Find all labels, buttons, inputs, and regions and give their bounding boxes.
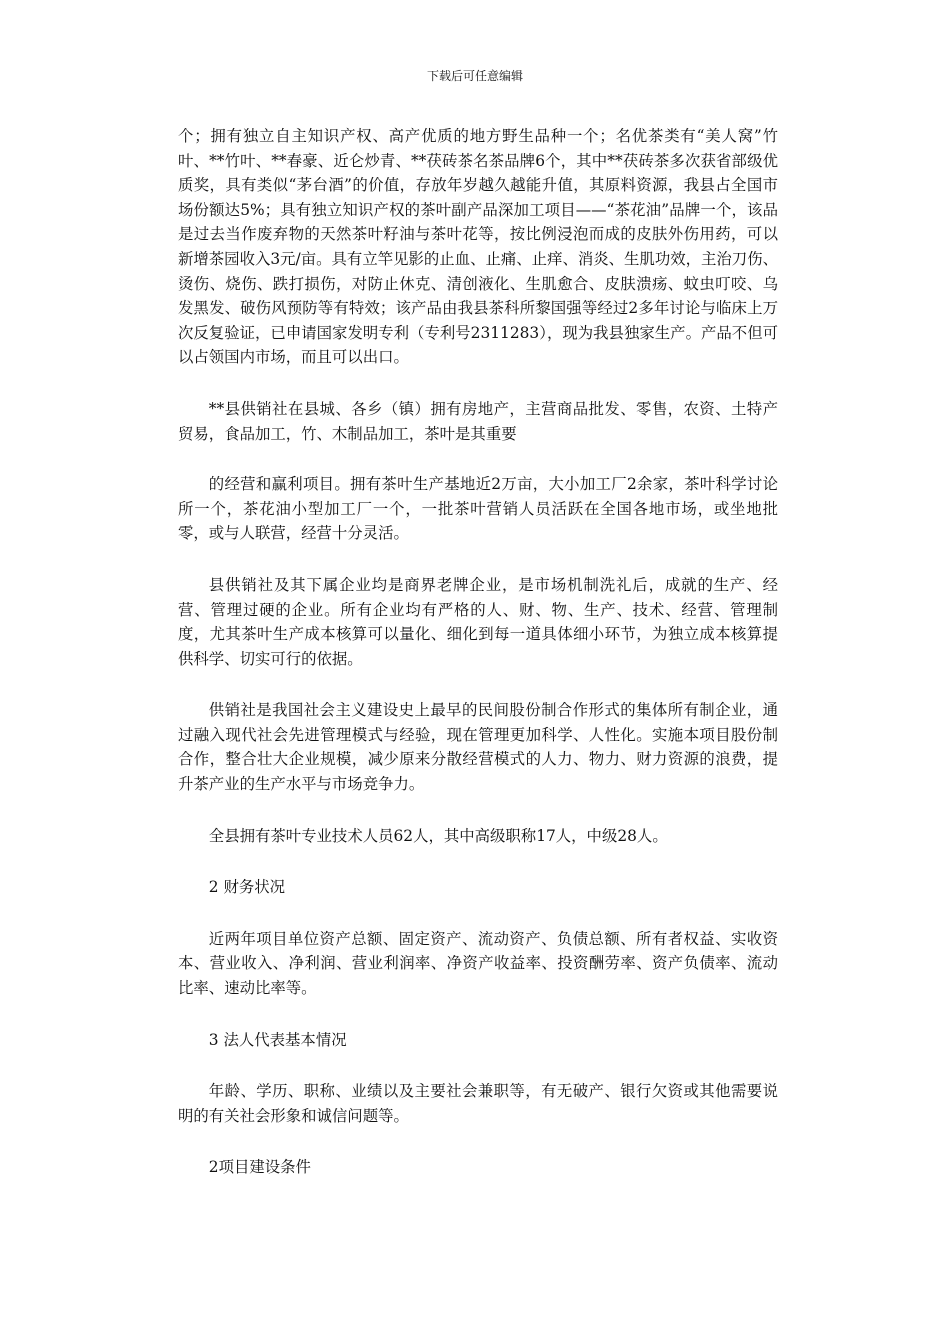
paragraph-technical-staff: 全县拥有茶叶专业技术人员62人，其中高级职称17人，中级28人。 <box>208 826 668 845</box>
paragraph-tea-business: 的经营和赢利项目。拥有茶叶生产基地近2万亩，大小加工厂2余家，茶叶科学讨论所一个，茶花油小型加工厂一个，一批茶叶营销人员活跃在全国各地市场，或坐地批零，或与人联营，经营十分灵活。 <box>178 475 778 543</box>
heading-construction-conditions: 2项目建设条件 <box>208 1158 311 1177</box>
heading-legal-representative: 3 法人代表基本情况 <box>208 1030 347 1049</box>
paragraph-enterprise-management: 县供销社及其下属企业均是商界老牌企业，是市场机制洗礼后，成就的生产、经营、管理过硬的企业。所有企业均有严格的人、财、物、生产、技术、经营、管理制度，尤其茶叶生产成本核算可以量化、细化到每一道具体细小环节，为独立成本核算提供科学、切实可行的依据。 <box>178 575 778 668</box>
document-body <box>178 124 778 1207</box>
paragraph-legal-representative: 年龄、学历、职称、业绩以及主要社会兼职等，有无破产、银行欠资或其他需要说明的有关社会形象和诚信问题等。 <box>178 1082 778 1125</box>
paragraph-tea-brands: 个；拥有独立自主知识产权、高产优质的地方野生品种一个；名优茶类有“美人窝”竹叶、**竹叶、**春豪、近仑炒青、**茯砖茶名茶品牌6个，其中**茯砖茶多次获省部级优质奖，具有类似“茅台酒”的价值，存放年岁越久越能升值，其原料资源，我县占全国市场份额达5%；具有独立知识产权的茶叶副产品深加工项目——“茶花油”品牌一个，该品是过去当作废弃物的天然茶叶籽油与茶叶花等，按比例浸泡而成的皮肤外伤用药，可以新增茶园收入3元/亩。具有立竿见影的止血、止痛、止痒、消炎、生肌功效，主治刀伤、烫伤、烧伤、跌打损伤，对防止休克、清创液化、生肌愈合、皮肤溃疡、蚊虫叮咬、乌发黑发、破伤风预防等有特效；该产品由我县茶科所黎国强等经过2多年讨论与临床上万次反复验证，已申请国家发明专利（专利号2311283），现为我县独家生产。产品不但可以占领国内市场，而且可以出口。 <box>178 127 778 367</box>
paragraph-supply-coop-intro: **县供销社在县城、各乡（镇）拥有房地产，主营商品批发、零售，农资、土特产贸易，食品加工，竹、木制品加工，茶叶是其重要 <box>178 399 778 443</box>
page-header: 下载后可任意编辑 <box>426 69 523 83</box>
paragraph-financial-items: 近两年项目单位资产总额、固定资产、流动资产、负债总额、所有者权益、实收资本、营业收入、净利润、营业利润率、净资产收益率、投资酬劳率、资产负债率、流动比率、速动比率等。 <box>178 929 778 998</box>
heading-financial-status: 2 财务状况 <box>208 878 286 897</box>
paragraph-cooperative-history: 供销社是我国社会主义建设史上最早的民间股份制合作形式的集体所有制企业，通过融入现代社会先进管理模式与经验，现在管理更加科学、人性化。实施本项目股份制合作，整合壮大企业规模，减少原来分散经营模式的人力、物力、财力资源的浪费，提升茶产业的生产水平与市场竞争力。 <box>178 701 778 794</box>
